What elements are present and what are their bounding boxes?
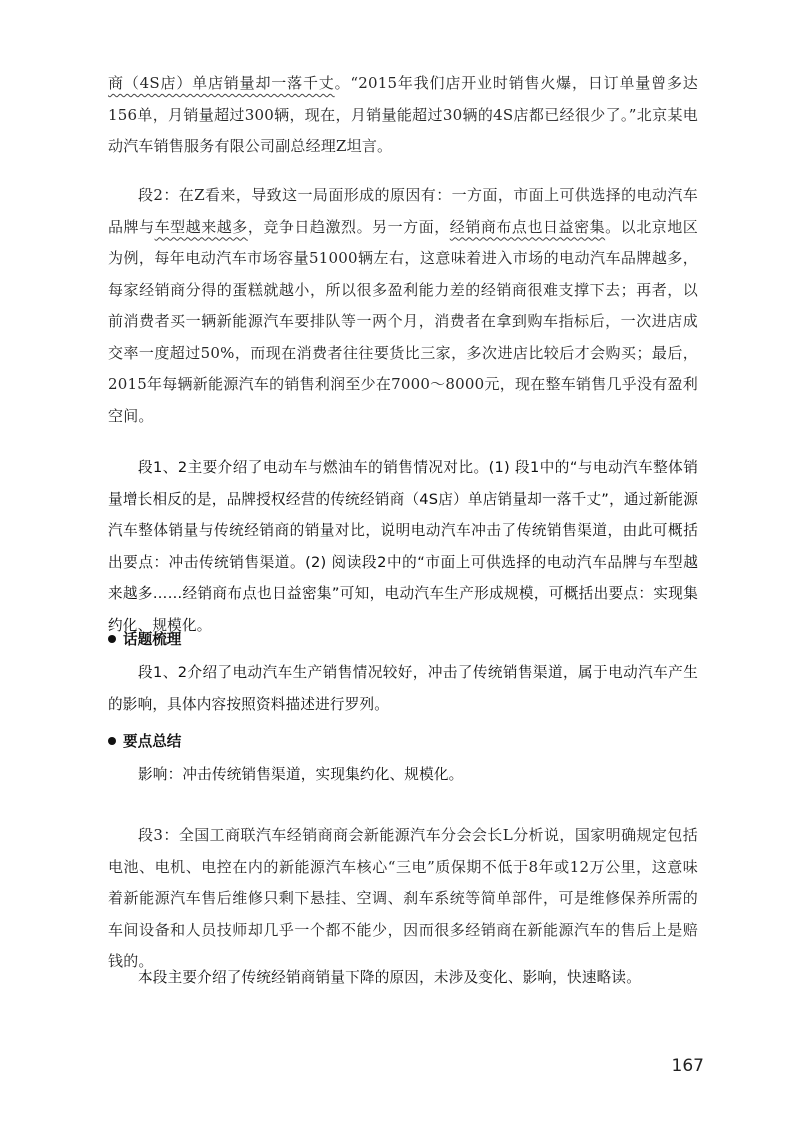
heading-label: 话题梳理 [123, 631, 182, 648]
paragraph-1 [108, 68, 698, 163]
bullet-dot-icon [108, 737, 116, 745]
analysis-paragraph: 段1、2主要介绍了电动车与燃油车的销售情况对比。(1) 段1中的“与电动汽车整体销量增长相反的是，品牌授权经营的传统经销商（4S店）单店销量却一落千丈”，通过新能源汽车整体销量与传统经销商的销量对比，说明电动汽车冲击了传统销售渠道，由此可概括出要点：冲击传统销售渠道。(2) 阅读段2中的“市面上可供选择的电动汽车品牌与车型越来越多……经销商布点也日益密集”可知，电动汽车生产形成规模，可概括出要点：实现集约化、规模化。 [108, 459, 698, 634]
heading-topic-outline [108, 624, 698, 655]
underlined-phrase: 经销商布点也日益密集 [449, 217, 606, 236]
paragraph-2-text-a: 段2：在Z看来，导致这一局面形成的原因有：一方面，市面上可供选择的电动汽车品牌与 [108, 186, 698, 236]
paragraph-3: 段3：全国工商联汽车经销商商会新能源汽车分会会长L分析说，国家明确规定包括电池、电机、电控在内的新能源汽车核心“三电”质保期不低于8年或12万公里，这意味着新能源汽车售后维修只剩下悬挂、空调、刹车系统等简单部件，可是维修保养所需的车间设备和人员技师却几乎一个都不能少，因而很多经销商在新能源汽车的售后上是赔钱的。 [108, 826, 698, 970]
page-number: 167 [671, 1056, 704, 1076]
underlined-phrase: 车型越来越多 [154, 217, 248, 236]
heading-label: 要点总结 [123, 733, 182, 750]
topic-outline-paragraph: 段1、2介绍了电动汽车生产销售情况较好，冲击了传统销售渠道，属于电动汽车产生的影响，具体内容按照资料描述进行罗列。 [108, 664, 698, 713]
summary-paragraph: 本段主要介绍了传统经销商销量下降的原因，未涉及变化、影响，快速略读。 [138, 969, 641, 986]
paragraph-1-text: 。“2015年我们店开业时销售火爆，日订单量曾多达156单，月销量超过300辆，现在，月销量能超过30辆的4S店都已经很少了。”北京某电动汽车销售服务有限公司副总经理Z坦言。 [108, 74, 698, 155]
bullet-dot-icon [108, 635, 116, 643]
heading-key-points [108, 726, 698, 757]
key-points-paragraph: 影响：冲击传统销售渠道，实现集约化、规模化。 [138, 766, 464, 783]
underlined-phrase: 商（4S店）单店销量却一落千丈 [108, 74, 335, 92]
paragraph-2-text-c: ，竞争日趋激烈。另一方面， [247, 217, 450, 236]
paragraph-2-text-e: 。以北京地区为例，每年电动汽车市场容量51000辆左右，这意味着进入市场的电动汽车品牌越多，每家经销商分得的蛋糕就越小，所以很多盈利能力差的经销商很难支撑下去；再者，以前消费者买一辆新能源汽车要排队等一两个月，消费者在拿到购车指标后，一次进店成交率一度超过50%，而现在消费者往往要货比三家，多次进店比较后才会购买；最后，2015年每辆新能源汽车的销售利润至少在7000～8000元，现在整车销售几乎没有盈利空间。 [108, 217, 698, 425]
paragraph-2 [108, 180, 698, 432]
